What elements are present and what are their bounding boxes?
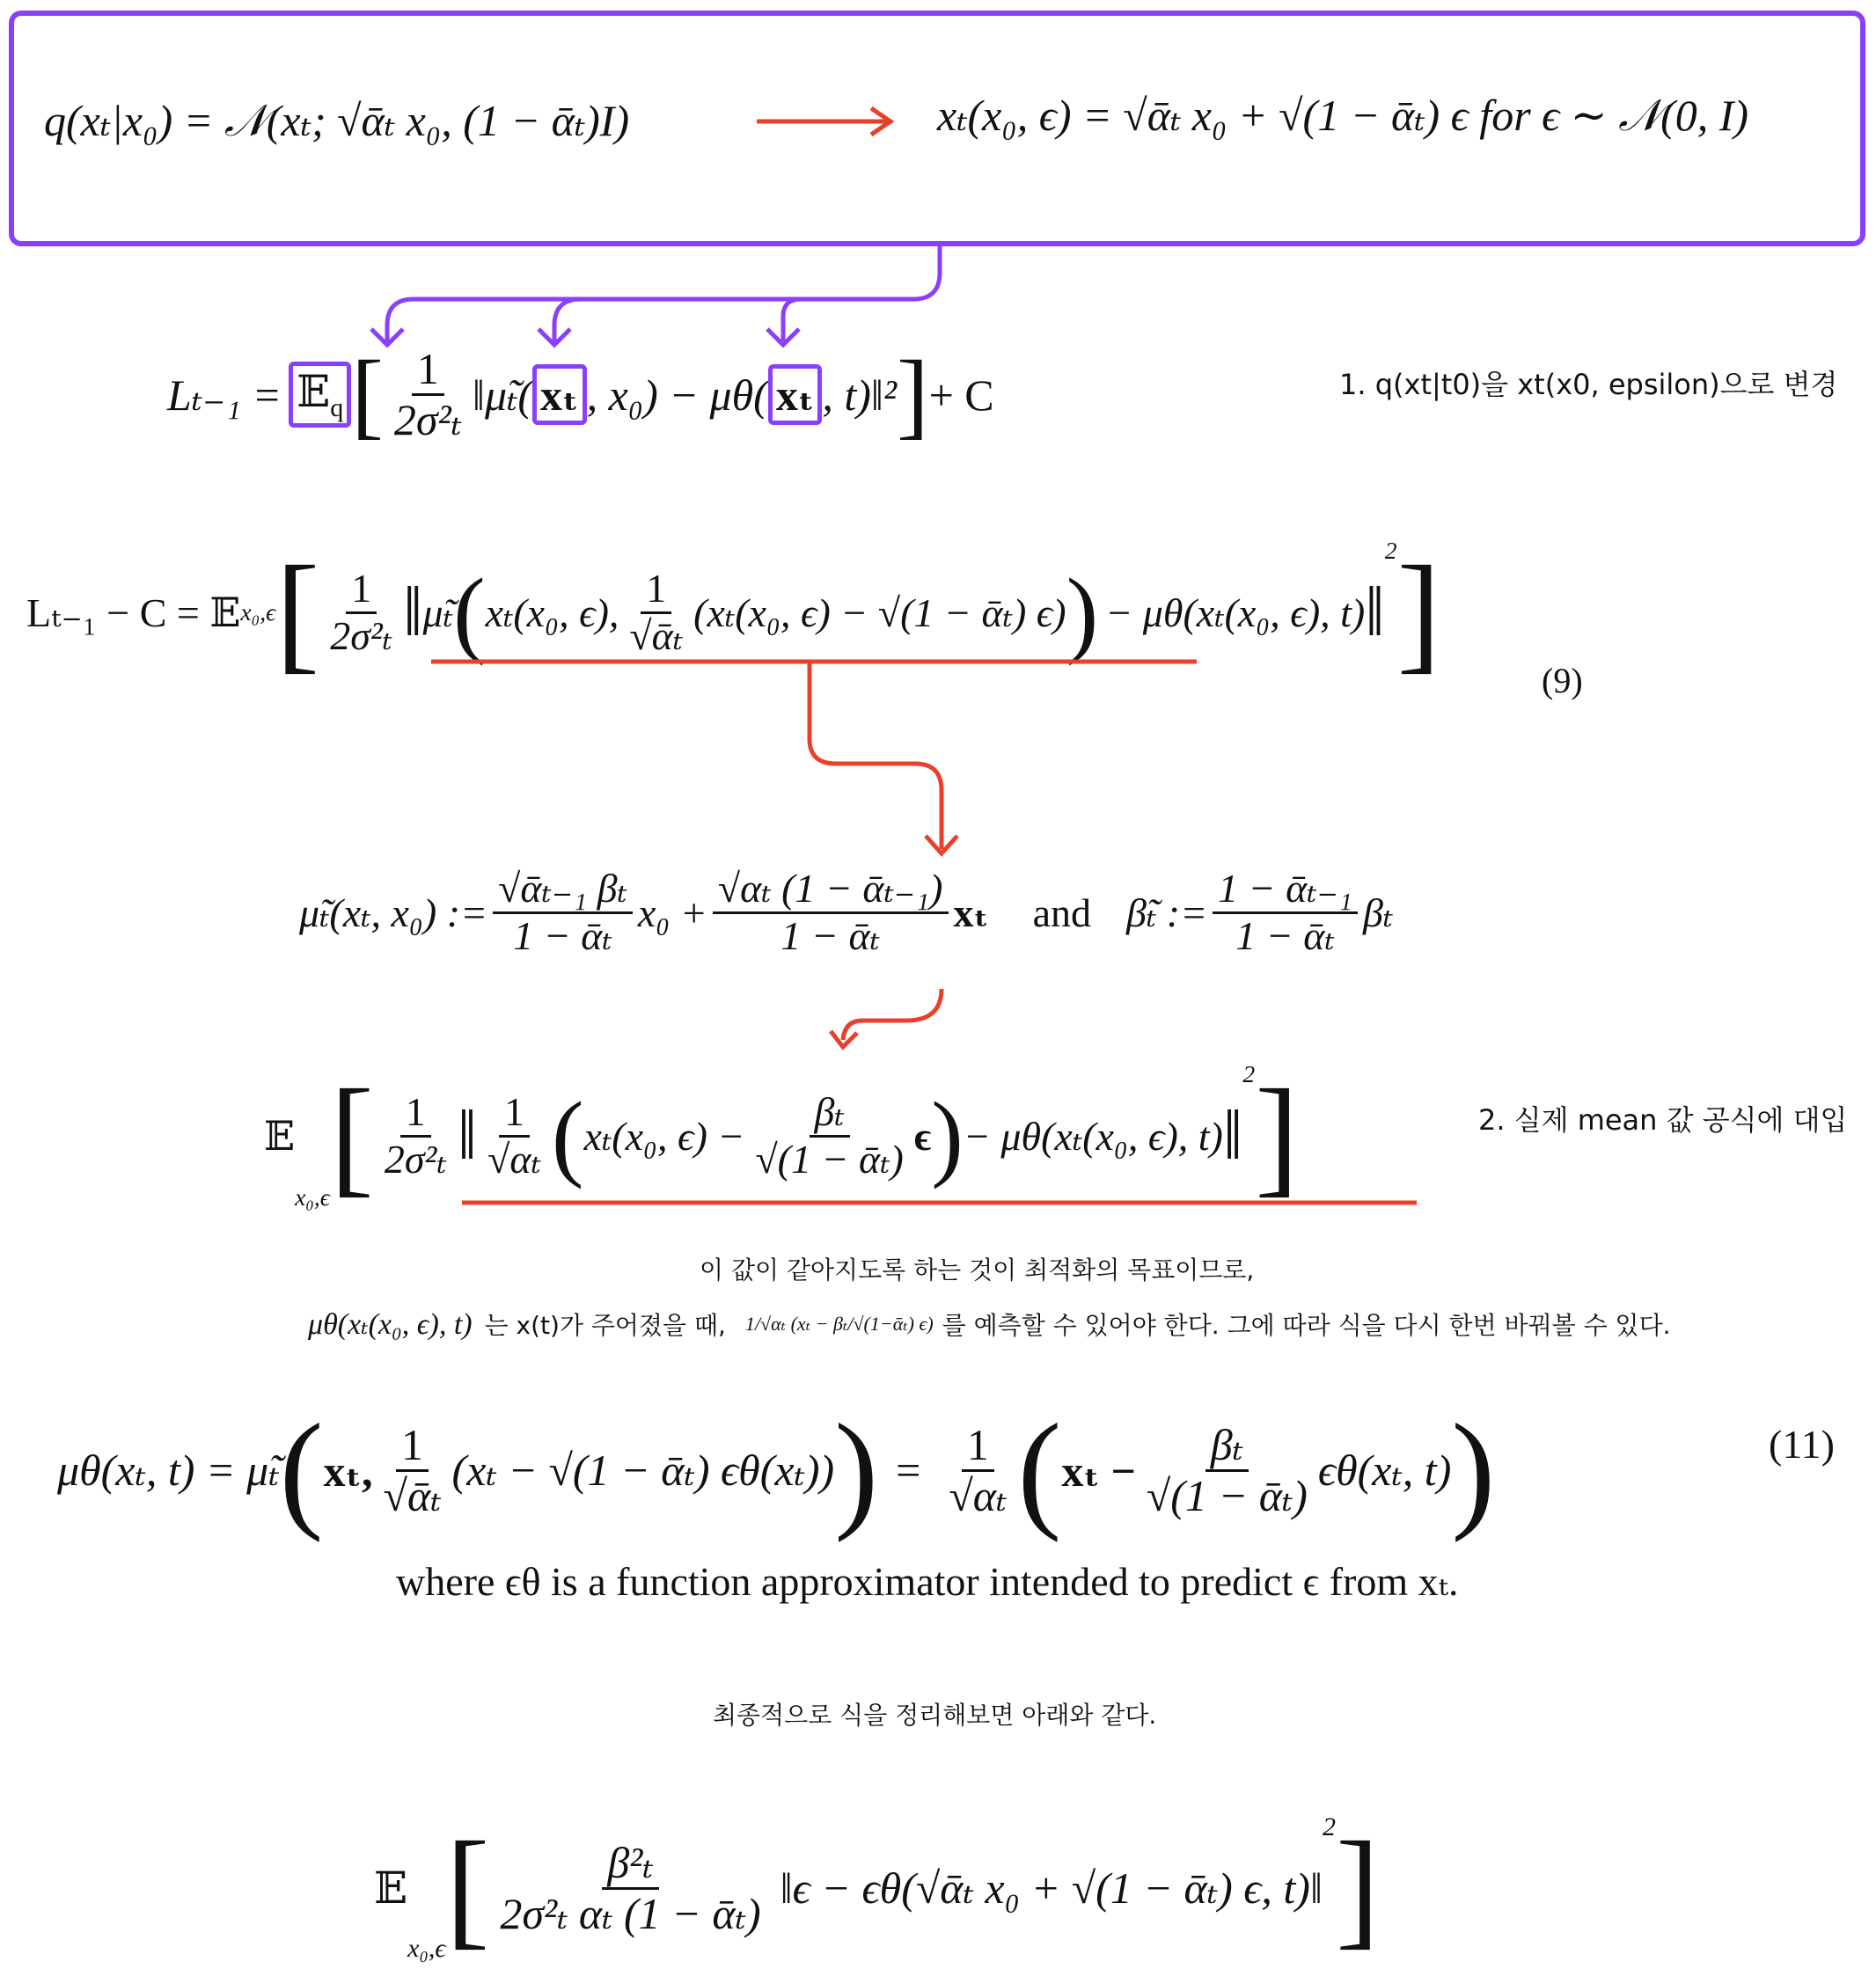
right-bracket: ] xyxy=(896,340,929,448)
reparameterization-equation: xₜ(x₀, ϵ) = √ᾱₜ x₀ + √(1 − ᾱₜ) ϵ for ϵ ∼ 𝒩(0, I) xyxy=(937,91,1749,140)
sub-expect: 𝔼 xyxy=(264,1114,296,1159)
note-step-1: 1. q(xt|t0)을 xt(x0, epsilon)으로 변경 xyxy=(1339,368,1838,401)
fraction-numerator: 1 xyxy=(412,345,444,396)
def-fraction-2 xyxy=(713,867,949,958)
purple-connector-arrows xyxy=(308,246,959,352)
note-predict-line xyxy=(308,1307,1671,1342)
equation-11 xyxy=(57,1394,1495,1546)
eq11-f-num: 1 xyxy=(396,1421,429,1472)
eq9-expect-sub: x₀,ϵ xyxy=(240,598,276,626)
eq11-paren-a: xₜ − xyxy=(1061,1446,1136,1496)
sub-paren-close: ) xyxy=(931,1081,964,1189)
final-left-bracket: [ xyxy=(445,1815,490,1961)
eq11-paren2-close: ) xyxy=(1451,1397,1496,1543)
eq11-fraction-3 xyxy=(1141,1421,1313,1520)
left-bracket: [ xyxy=(351,340,384,448)
final-body: ‖ϵ − ϵθ(√ᾱₜ x₀ + √(1 − ᾱₜ) ϵ, t)‖ xyxy=(780,1863,1323,1913)
eq9-mu-tilde: μ̃ₜ xyxy=(422,590,453,635)
red-arrow-right xyxy=(757,104,898,139)
def-f3-num: 1 − ᾱₜ₋₁ xyxy=(1213,867,1358,914)
sub-beta-den: √(1 − ᾱₜ) xyxy=(755,1136,904,1182)
eq9-inner-num: 1 xyxy=(641,567,671,614)
final-sup: 2 xyxy=(1322,1812,1336,1841)
eq9-inner-fraction xyxy=(624,567,688,658)
def-mid1: x₀ + xyxy=(637,889,707,935)
eq11-g-den: √αₜ xyxy=(949,1470,1008,1520)
eq11-h-den: √(1 − ᾱₜ) xyxy=(1146,1470,1308,1520)
note-objective: 이 값이 같아지도록 하는 것이 최적화의 목표이므로, xyxy=(700,1255,1255,1285)
eq11-paren-b: ϵθ(xₜ, t) xyxy=(1317,1446,1452,1495)
eq11-fraction-2 xyxy=(943,1421,1012,1520)
def-f1-den: 1 − ᾱₜ xyxy=(513,912,612,958)
eq11-f-den: √ᾱₜ xyxy=(383,1470,442,1520)
eq9-right-bracket: ] xyxy=(1396,539,1441,685)
eq9-sup: 2 xyxy=(1384,537,1397,564)
loss-body-b: , x₀) − μθ( xyxy=(586,370,768,420)
def-beta: βₜ xyxy=(1362,890,1394,936)
where-sentence: where ϵθ is a function approximator intended to predict ϵ from xₜ. xyxy=(396,1559,1459,1604)
sub-beta-fraction xyxy=(750,1090,908,1182)
sub-paren-a: xₜ(x₀, ϵ) − xyxy=(583,1114,745,1159)
final-expect-sub: x₀,ϵ xyxy=(407,1934,446,1963)
eq9-num: 1 xyxy=(346,567,377,614)
sub-beta-num: βₜ xyxy=(810,1090,850,1138)
eq9-inner-den: √ᾱₜ xyxy=(629,612,684,658)
sub-inner-num: 1 xyxy=(499,1090,530,1138)
expectation-symbol: 𝔼 xyxy=(297,367,331,416)
eq11-g-num: 1 xyxy=(962,1421,994,1472)
eq9-paren-close: ) xyxy=(1066,558,1099,666)
sub-fraction xyxy=(379,1090,452,1182)
boxed-xt-2: xₜ xyxy=(768,364,823,425)
red-underline-2 xyxy=(462,1197,1430,1209)
final-fraction xyxy=(495,1839,766,1938)
note-final: 최종적으로 식을 정리해보면 아래와 같다. xyxy=(713,1701,1157,1730)
eq11-paren-close: ) xyxy=(834,1397,879,1543)
loss-tail: + C xyxy=(928,370,994,420)
def-fraction-3 xyxy=(1213,867,1358,958)
expectation-box xyxy=(289,362,351,428)
substituted-loss-equation xyxy=(264,1060,1299,1211)
red-curved-arrow xyxy=(827,985,950,1056)
boxed-xt-1: xₜ xyxy=(532,364,587,425)
eq9-lhs: Lₜ₋₁ − C = 𝔼 xyxy=(26,590,241,635)
eq9-fraction xyxy=(325,567,398,658)
eq11-arg2: (xₜ − √(1 − ᾱₜ) ϵθ(xₜ)) xyxy=(451,1446,835,1495)
posterior-definition-equation xyxy=(299,867,1393,958)
eq11-h-num: βₜ xyxy=(1205,1421,1249,1472)
def-beta-lhs: β̃ₜ := xyxy=(1126,890,1208,936)
loss-equation xyxy=(167,339,994,450)
equation-9-label: (9) xyxy=(1542,661,1583,700)
sub-expect-sub: x₀,ϵ xyxy=(295,1183,330,1211)
def-f2-num: √αₜ (1 − ᾱₜ₋₁) xyxy=(713,867,949,914)
expectation-subscript: q xyxy=(330,393,344,422)
def-lhs: μ̃ₜ(xₜ, x₀) := xyxy=(299,890,488,936)
def-f3-den: 1 − ᾱₜ xyxy=(1235,912,1335,958)
sub-den: 2σ²ₜ xyxy=(384,1136,447,1182)
loss-body-a: ‖μ̃ₜ( xyxy=(472,370,533,420)
note4-text-a: 는 x(t)가 주어졌을 때, xyxy=(484,1311,726,1340)
def-f2-den: 1 − ᾱₜ xyxy=(780,912,880,958)
sub-left-bracket: [ xyxy=(329,1063,374,1209)
sub-sup: 2 xyxy=(1242,1060,1256,1087)
note4-math: μθ(xₜ(x₀, ϵ), t) xyxy=(308,1308,473,1341)
sub-inner-fraction xyxy=(482,1090,546,1182)
final-den: 2σ²ₜ αₜ (1 − ᾱₜ) xyxy=(500,1888,761,1938)
def-fraction-1 xyxy=(493,867,633,958)
eq9-norm-left: ‖ xyxy=(403,573,423,651)
sub-norm-left: ‖ xyxy=(457,1096,478,1175)
eq9-paren-open: ( xyxy=(452,558,486,666)
eq11-arg1: xₜ, xyxy=(323,1446,373,1496)
def-mid2: xₜ xyxy=(953,890,989,936)
eq9-rest: − μθ(xₜ(x₀, ϵ), t) xyxy=(1105,590,1366,635)
sub-right-bracket: ] xyxy=(1255,1063,1300,1209)
eq9-arg2: (xₜ(x₀, ϵ) − √(1 − ᾱₜ) ϵ) xyxy=(693,590,1066,635)
eq11-paren-open: ( xyxy=(279,1397,324,1543)
eq11-paren2-open: ( xyxy=(1017,1397,1062,1543)
loss-fraction xyxy=(389,345,467,444)
fraction-denominator: 2σ²ₜ xyxy=(393,395,462,444)
forward-process-equation: q(xₜ|x₀) = 𝒩(xₜ; √ᾱₜ x₀, (1 − ᾱₜ)I) xyxy=(44,96,630,145)
note4-text-b: 를 예측할 수 있어야 한다. 그에 따라 식을 다시 한번 바꿔볼 수 있다. xyxy=(942,1311,1671,1340)
eq11-fraction-1 xyxy=(378,1421,447,1520)
sub-norm-right: ‖ xyxy=(1222,1096,1243,1175)
final-loss-equation xyxy=(374,1812,1380,1964)
sub-paren-open: ( xyxy=(551,1081,584,1189)
sub-eps: ϵ xyxy=(913,1113,932,1159)
loss-lhs: Lₜ₋₁ = xyxy=(167,370,282,420)
eq9-norm-right: ‖ xyxy=(1365,573,1385,651)
sub-num: 1 xyxy=(400,1090,431,1138)
sub-inner-den: √αₜ xyxy=(487,1136,541,1182)
sub-rest: − μθ(xₜ(x₀, ϵ), t) xyxy=(963,1114,1223,1159)
note4-mini-formula: 1/√αₜ (xₜ − βₜ/√(1−ᾱₜ) ϵ) xyxy=(744,1313,934,1335)
eq9-den: 2σ²ₜ xyxy=(330,612,393,658)
def-and: and xyxy=(1032,889,1091,935)
note-step-2: 2. 실제 mean 값 공식에 대입 xyxy=(1478,1103,1848,1137)
final-num: β²ₜ xyxy=(602,1839,658,1890)
eq11-equals: = xyxy=(896,1446,921,1495)
eq9-arg1: xₜ(x₀, ϵ), xyxy=(485,590,619,635)
eq11-lhs: μθ(xₜ, t) = μ̃ₜ xyxy=(57,1446,280,1495)
equation-11-label: (11) xyxy=(1769,1422,1835,1467)
def-f1-num: √ᾱₜ₋₁ βₜ xyxy=(493,867,633,914)
eq9-left-bracket: [ xyxy=(275,539,320,685)
final-right-bracket: ] xyxy=(1335,1815,1380,1961)
red-underline-arrow-1 xyxy=(422,651,1214,862)
final-expect: 𝔼 xyxy=(374,1863,408,1913)
loss-body-c: , t)‖² xyxy=(822,370,897,420)
